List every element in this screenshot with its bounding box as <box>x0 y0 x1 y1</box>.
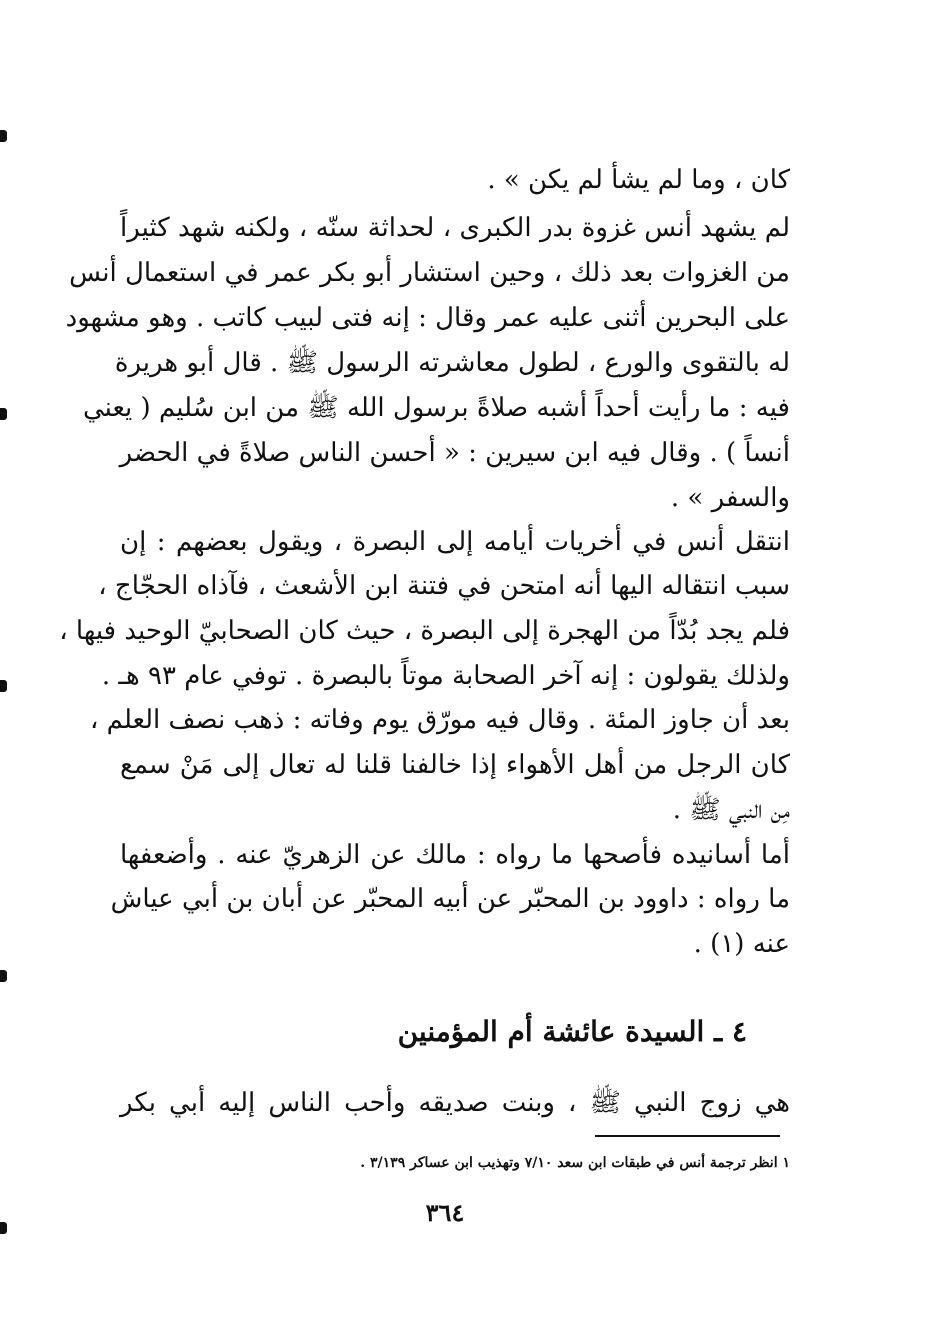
footnote: ١ انظر ترجمة أنس في طبقات ابن سعد ٧/١٠ وتهذيب ابن عساكر ٣/١٣٩ . <box>360 1155 790 1171</box>
text-line: أما أسانيده فأصحها ما رواه : مالك عن الزهريّ عنه . وأضعفها <box>120 840 790 870</box>
section-heading: ٤ ـ السيدة عائشة أم المؤمنين <box>397 1015 747 1048</box>
text-line: ما رواه : داوود بن المحبّر عن أبيه المحبّر عن أبان بن أبي عياش <box>110 884 790 914</box>
edge-mark <box>0 1222 7 1234</box>
footnote-rule <box>595 1135 780 1137</box>
text-line: من الغزوات بعد ذلك ، وحين استشار أبو بكر عمر في استعمال أنس <box>69 258 790 288</box>
edge-mark <box>0 680 7 692</box>
text-line: كان ، وما لم يشأ لم يكن » . <box>487 165 790 195</box>
text-line: فلم يجد بُدّاً من الهجرة إلى البصرة ، حيث كان الصحابيّ الوحيد فيها ، <box>59 616 790 646</box>
text-line: كان الرجل من أهل الأهواء إذا خالفنا قلنا له تعال إلى مَنْ سمع <box>120 750 790 780</box>
text-line: بعد أن جاوز المئة . وقال فيه مورّق يوم وفاته : ذهب نصف العلم ، <box>90 705 790 735</box>
text-line: ولذلك يقولون : إنه آخر الصحابة موتاً بالبصرة . توفي عام ٩٣ هـ . <box>101 661 790 691</box>
text-line: أنساً ) . وقال فيه ابن سيرين : « أحسن الناس صلاةً في الحضر <box>119 438 790 468</box>
text-line: على البحرين أثنى عليه عمر وقال : إنه فتى لبيب كاتب . وهو مشهود <box>65 303 790 333</box>
edge-mark <box>0 130 7 142</box>
text-line: لم يشهد أنس غزوة بدر الكبرى ، لحداثة سنّه ، ولكنه شهد كثيراً <box>120 213 790 243</box>
edge-mark <box>0 408 7 420</box>
text-line: له بالتقوى والورع ، لطول معاشرته الرسول ﷺ . قال أبو هريرة <box>114 348 790 378</box>
text-line: عنه (١) . <box>693 929 790 959</box>
page-number: ٣٦٤ <box>425 1198 465 1227</box>
text-line: انتقل أنس في أخريات أيامه إلى البصرة ، ويقول بعضهم : إن <box>120 527 790 557</box>
text-line: مِن النبي ﷺ . <box>672 795 790 825</box>
text-line: هي زوج النبي ﷺ ، وبنت صديقه وأحب الناس إليه أبي بكر <box>120 1088 790 1118</box>
text-line: سبب انتقاله اليها أنه امتحن في فتنة ابن الأشعث ، فآذاه الحجّاج ، <box>98 571 790 601</box>
text-line: فيه : ما رأيت أحداً أشبه صلاةً برسول الله ﷺ من ابن سُليم ( يعني <box>83 393 790 423</box>
text-line: والسفر » . <box>670 483 790 513</box>
edge-mark <box>0 970 7 982</box>
